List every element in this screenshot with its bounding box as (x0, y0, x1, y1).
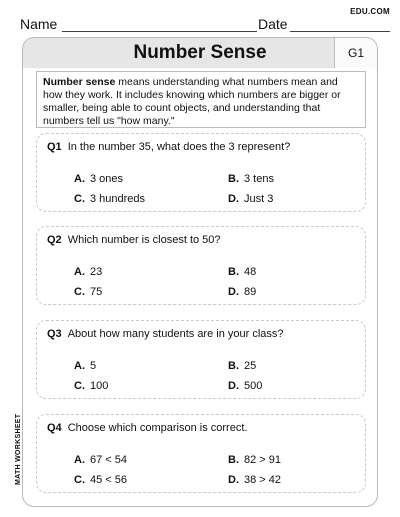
question-prompt: Which number is closest to 50? (67, 234, 221, 246)
question-number: Q2 (47, 234, 62, 246)
name-label: Name (20, 16, 58, 32)
option-text: 38 > 42 (244, 474, 282, 486)
option-text: Just 3 (244, 193, 274, 205)
worksheet-title: Number Sense (133, 42, 267, 63)
question-prompt: About how many students are in your class? (67, 328, 284, 340)
name-date-header (20, 14, 390, 34)
option-b[interactable] (228, 173, 274, 185)
option-b[interactable] (228, 454, 281, 466)
option-letter: B. (228, 454, 239, 466)
option-letter: C. (74, 286, 85, 298)
option-text: 100 (90, 380, 109, 392)
option-letter: A. (74, 266, 85, 278)
option-letter: D. (228, 286, 239, 298)
question-4 (36, 414, 366, 493)
side-label: MATH WORKSHEET (15, 413, 22, 485)
title-bar (23, 38, 377, 68)
option-d[interactable] (228, 286, 256, 298)
brand-logo: EDU.COM (350, 7, 390, 16)
option-b[interactable] (228, 360, 256, 372)
option-c[interactable] (74, 286, 102, 298)
question-prompt: In the number 35, what does the 3 represent? (67, 141, 291, 153)
intro-box (36, 71, 366, 128)
option-d[interactable] (228, 380, 262, 392)
option-d[interactable] (228, 474, 281, 486)
option-text: 89 (244, 286, 257, 298)
date-line (290, 31, 390, 32)
option-letter: B. (228, 360, 239, 372)
option-text: 45 < 56 (90, 474, 128, 486)
intro-text: means understanding what numbers mean and how they work. It includes knowing which numbers are bigger or smaller, being able to count objects, and understanding that numbers tell us "how many." (43, 76, 341, 127)
option-d[interactable] (228, 193, 273, 205)
option-a[interactable] (74, 266, 102, 278)
option-text: 67 < 54 (90, 454, 128, 466)
worksheet (22, 37, 378, 507)
option-text: 75 (90, 286, 103, 298)
question-text (47, 141, 290, 153)
option-c[interactable] (74, 380, 108, 392)
option-letter: C. (74, 474, 85, 486)
option-letter: B. (228, 173, 239, 185)
option-c[interactable] (74, 193, 145, 205)
question-text (47, 328, 284, 340)
option-text: 5 (90, 360, 97, 372)
option-text: 3 tens (244, 173, 274, 185)
option-text: 25 (244, 360, 257, 372)
option-letter: D. (228, 380, 239, 392)
question-number: Q1 (47, 141, 62, 153)
option-letter: A. (74, 360, 85, 372)
question-2 (36, 226, 366, 305)
question-number: Q4 (47, 422, 62, 434)
option-letter: C. (74, 193, 85, 205)
option-a[interactable] (74, 173, 123, 185)
option-a[interactable] (74, 360, 96, 372)
grade-badge: G1 (334, 38, 377, 68)
option-b[interactable] (228, 266, 256, 278)
option-text: 500 (244, 380, 263, 392)
question-3 (36, 320, 366, 399)
question-text (47, 422, 247, 434)
option-text: 82 > 91 (244, 454, 282, 466)
name-line (62, 31, 257, 32)
option-letter: C. (74, 380, 85, 392)
option-text: 3 ones (90, 173, 124, 185)
option-letter: B. (228, 266, 239, 278)
question-prompt: Choose which comparison is correct. (67, 422, 248, 434)
option-text: 3 hundreds (90, 193, 146, 205)
question-number: Q3 (47, 328, 62, 340)
option-a[interactable] (74, 454, 127, 466)
question-text (47, 234, 221, 246)
option-letter: D. (228, 474, 239, 486)
question-1 (36, 133, 366, 212)
date-label: Date (258, 16, 288, 32)
option-letter: D. (228, 193, 239, 205)
option-letter: A. (74, 454, 85, 466)
option-text: 48 (244, 266, 257, 278)
option-c[interactable] (74, 474, 127, 486)
option-letter: A. (74, 173, 85, 185)
option-text: 23 (90, 266, 103, 278)
intro-term: Number sense (43, 76, 116, 88)
